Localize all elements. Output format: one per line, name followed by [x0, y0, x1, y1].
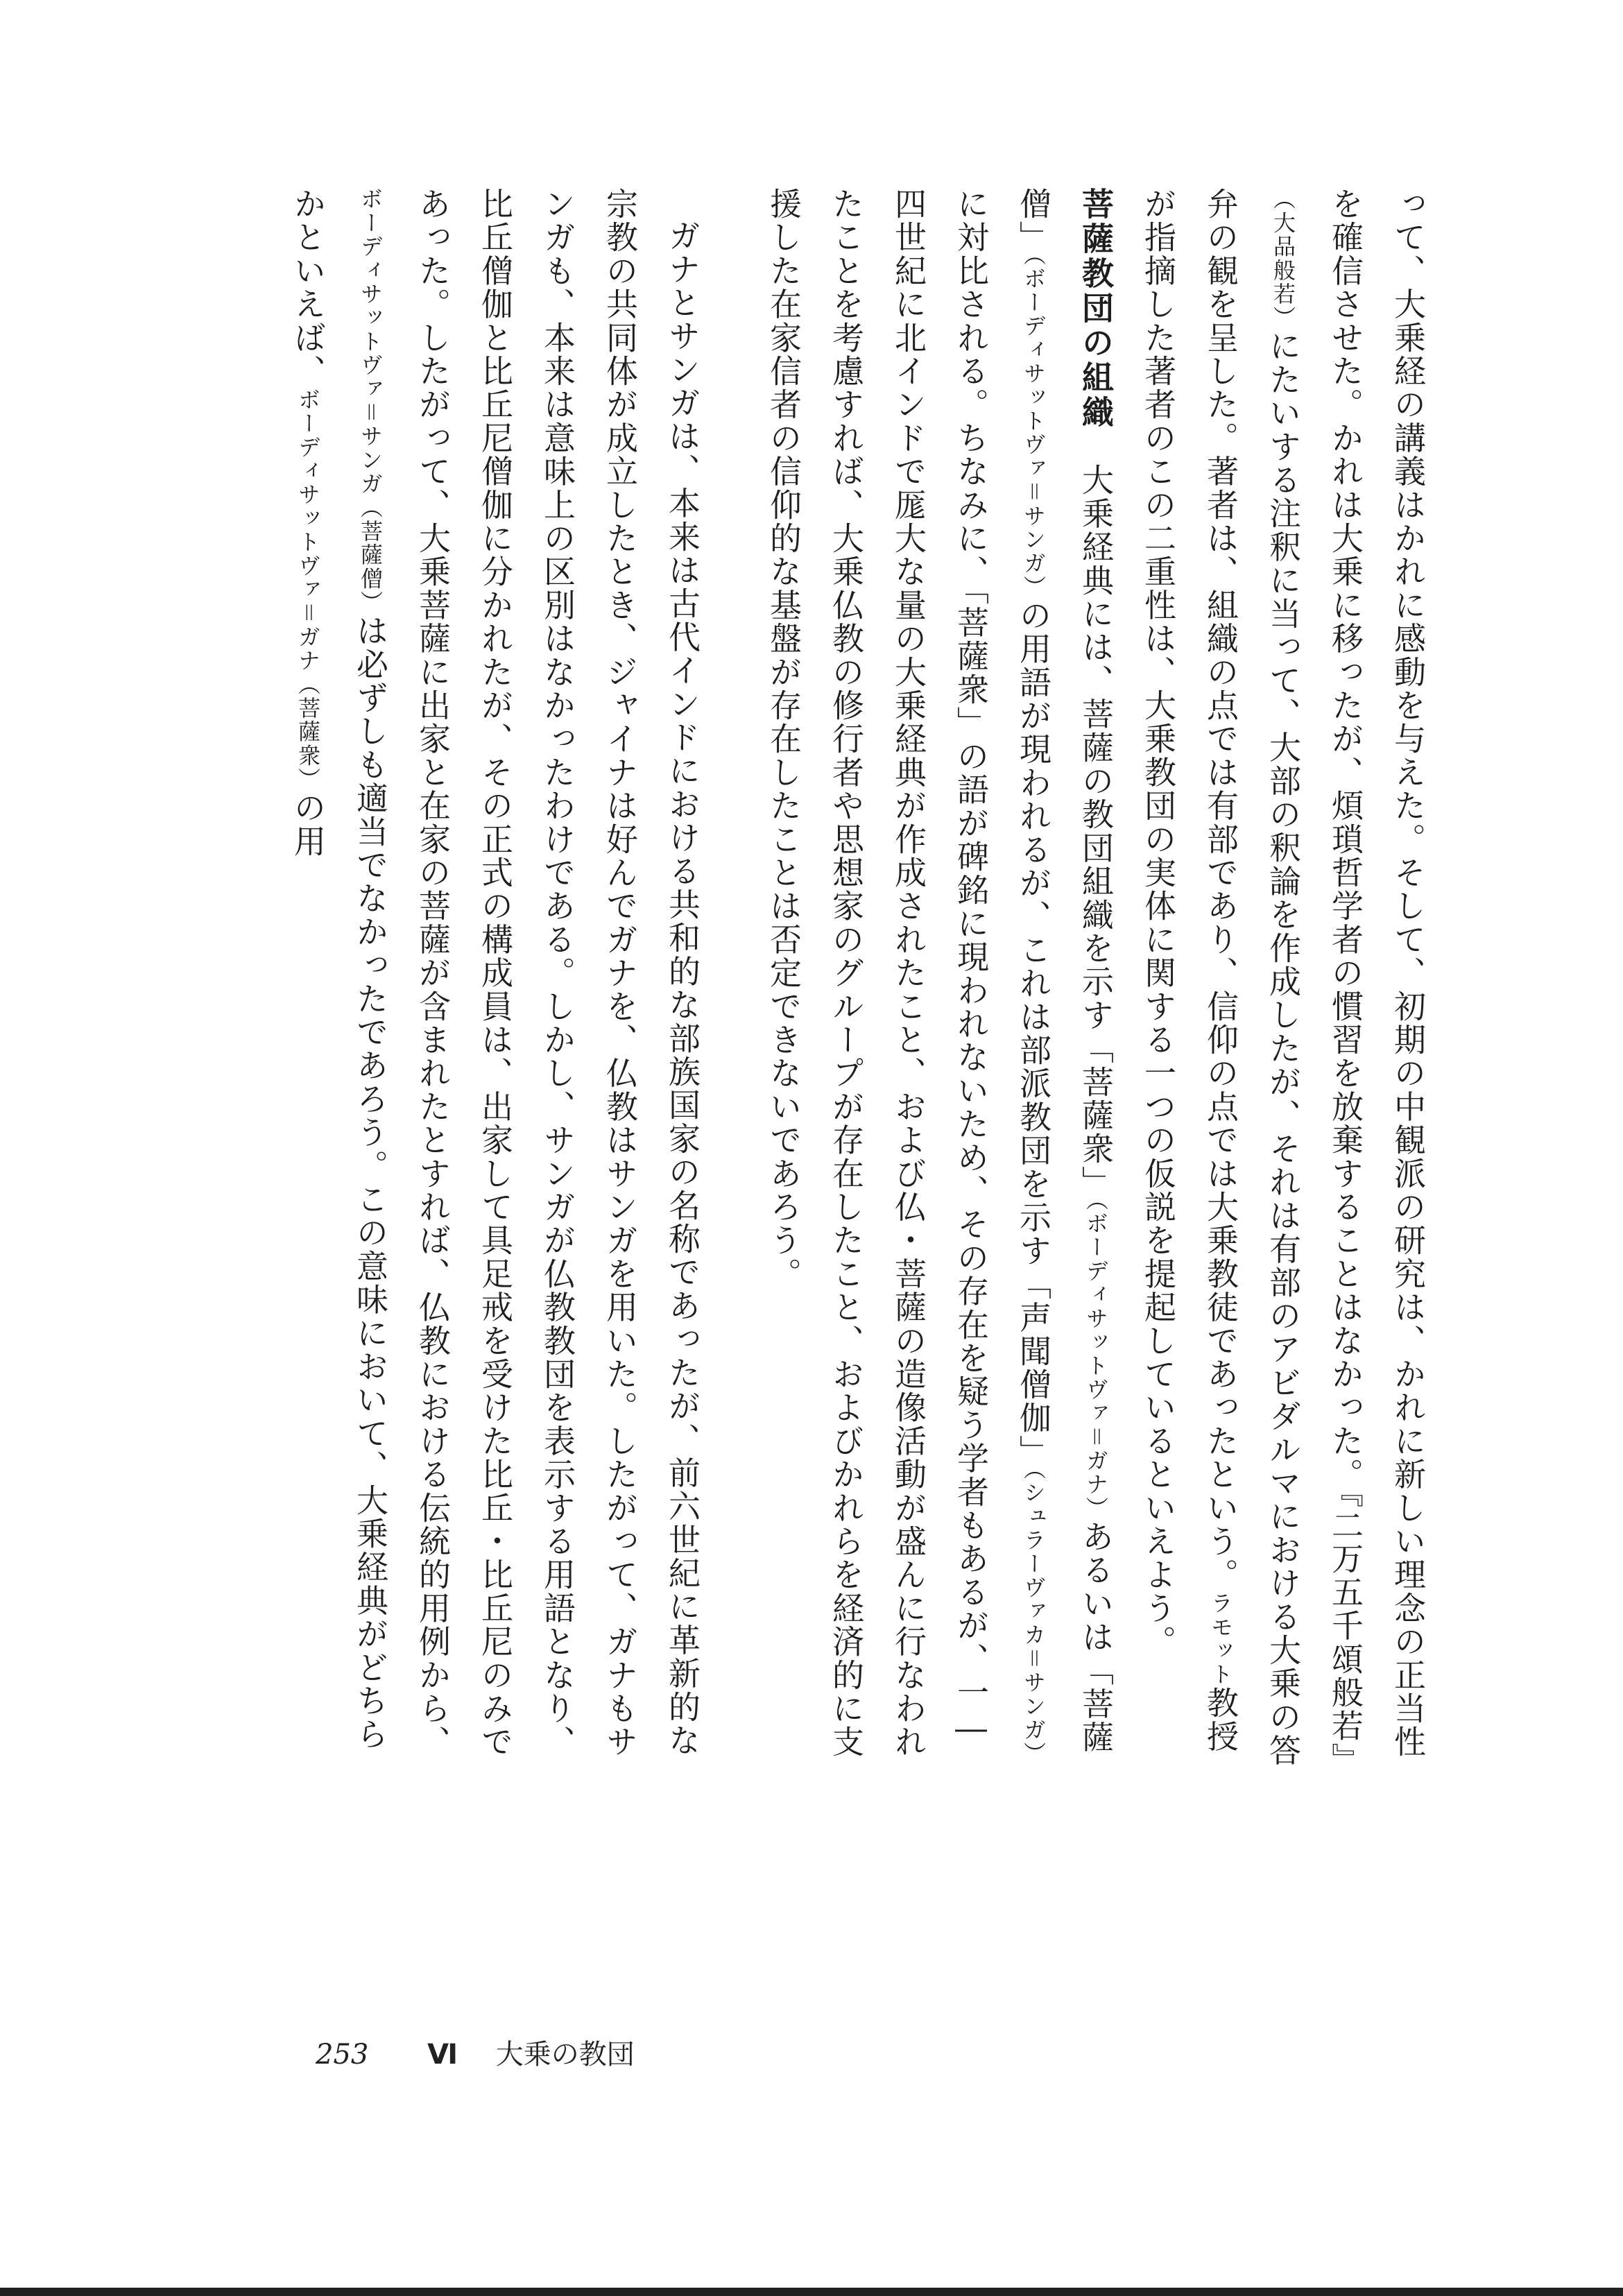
vertical-body-text	[274, 187, 1439, 1776]
text-run: に対比される。ちなみに、「菩薩衆」の語が碑銘に現われないため、その存在を疑う学者もあるが、一―四世紀に北インドで厖大な量の大乗経典が作成されたこと、および仏・菩薩の造像活動が盛んに行なわれたことを考慮すれば、大乗仏教の修行者や思想家のグループが存在したこと、およびかれらを経済的に支援した在家信者の信仰的な基盤が存在したことは否定できないであろう。	[765, 187, 990, 1759]
inline-gloss: ボーディサットヴァ＝サンガ	[357, 187, 384, 496]
text-run: ガナとサンガは、本来は古代インドにおける共和的な部族国家の名称であったが、前六世紀に革新的な宗教の共同体が成立したとき、ジャイナは好んでガナを、仏教はサンガを用いた。したがって、ガナもサンガも、本来は意味上の区別はなかったわけである。しかし、サンガが仏教教団を表示する用語となり、比丘僧伽と比丘尼僧伽に分かれたが、その正式の構成員は、出家して具足戒を受けた比丘・比丘尼のみであった。したがって、大乗菩薩に出家と在家の菩薩が含まれたとすれば、仏教における伝統的用例から、	[414, 187, 701, 1759]
text-run: の用語が現われるが、これは部派教団を示す「声聞僧伽」	[1015, 599, 1052, 1468]
inline-gloss: （菩薩衆）	[295, 672, 321, 791]
text-run: 教授が指摘した著者のこの二重性は、大乗教団の実体に関する一つの仮説を提起しているといえよう。	[1140, 187, 1239, 1754]
text-run: の用	[289, 791, 327, 859]
chapter-number: Ⅵ	[427, 2039, 458, 2071]
inline-gloss: （ボーディサットヴァ＝サンガ）	[1020, 254, 1047, 599]
scan-bottom-edge	[0, 2288, 1623, 2296]
paragraph-intro	[1127, 187, 1439, 1776]
chapter-title: 大乗の教団	[495, 2039, 635, 2071]
inline-gloss: ボーディサットヴァ＝ガナ	[295, 388, 321, 673]
paragraph-bodhisattva-organization	[753, 187, 1127, 1776]
paragraph-gana-sangha	[277, 187, 714, 1776]
page-footer	[316, 2032, 635, 2072]
text-run: あるいは「菩薩僧」	[1015, 187, 1115, 1754]
text-run: は必ずしも適当でなかったであろう。この意味において、大乗経典がどちらかといえば、	[289, 187, 389, 1751]
inline-gloss: （ボーディサットヴァ＝ガナ）	[1083, 1199, 1109, 1520]
text-run: 大乗経典には、菩薩の教団組織を示す「菩薩衆」	[1077, 430, 1115, 1199]
inline-gloss: （シュラーヴァカ＝サンガ）	[1020, 1468, 1047, 1766]
page-number: 253	[316, 2039, 369, 2071]
inline-gloss: ラモット	[1208, 1591, 1234, 1687]
inline-gloss: （大品般若）	[1270, 187, 1296, 330]
text-run: って、大乗経の講義はかれに感動を与えた。そして、初期の中観派の研究は、かれに新しい理念の正当性を確信させた。かれは大乗に移ったが、煩瑣哲学者の慣習を放棄することはなかった。『二万五千頌般若』	[1327, 187, 1427, 1776]
inline-gloss: （菩薩僧）	[357, 495, 384, 615]
text-run: にたいする注釈に当って、大部の釈論を作成したが、それは有部のアビダルマにおける大乗の答弁の観を呈した。著者は、組織の点では有部であり、信仰の点では大乗教徒であったという。	[1202, 187, 1302, 1767]
section-heading: 菩薩教団の組織	[1077, 187, 1115, 430]
